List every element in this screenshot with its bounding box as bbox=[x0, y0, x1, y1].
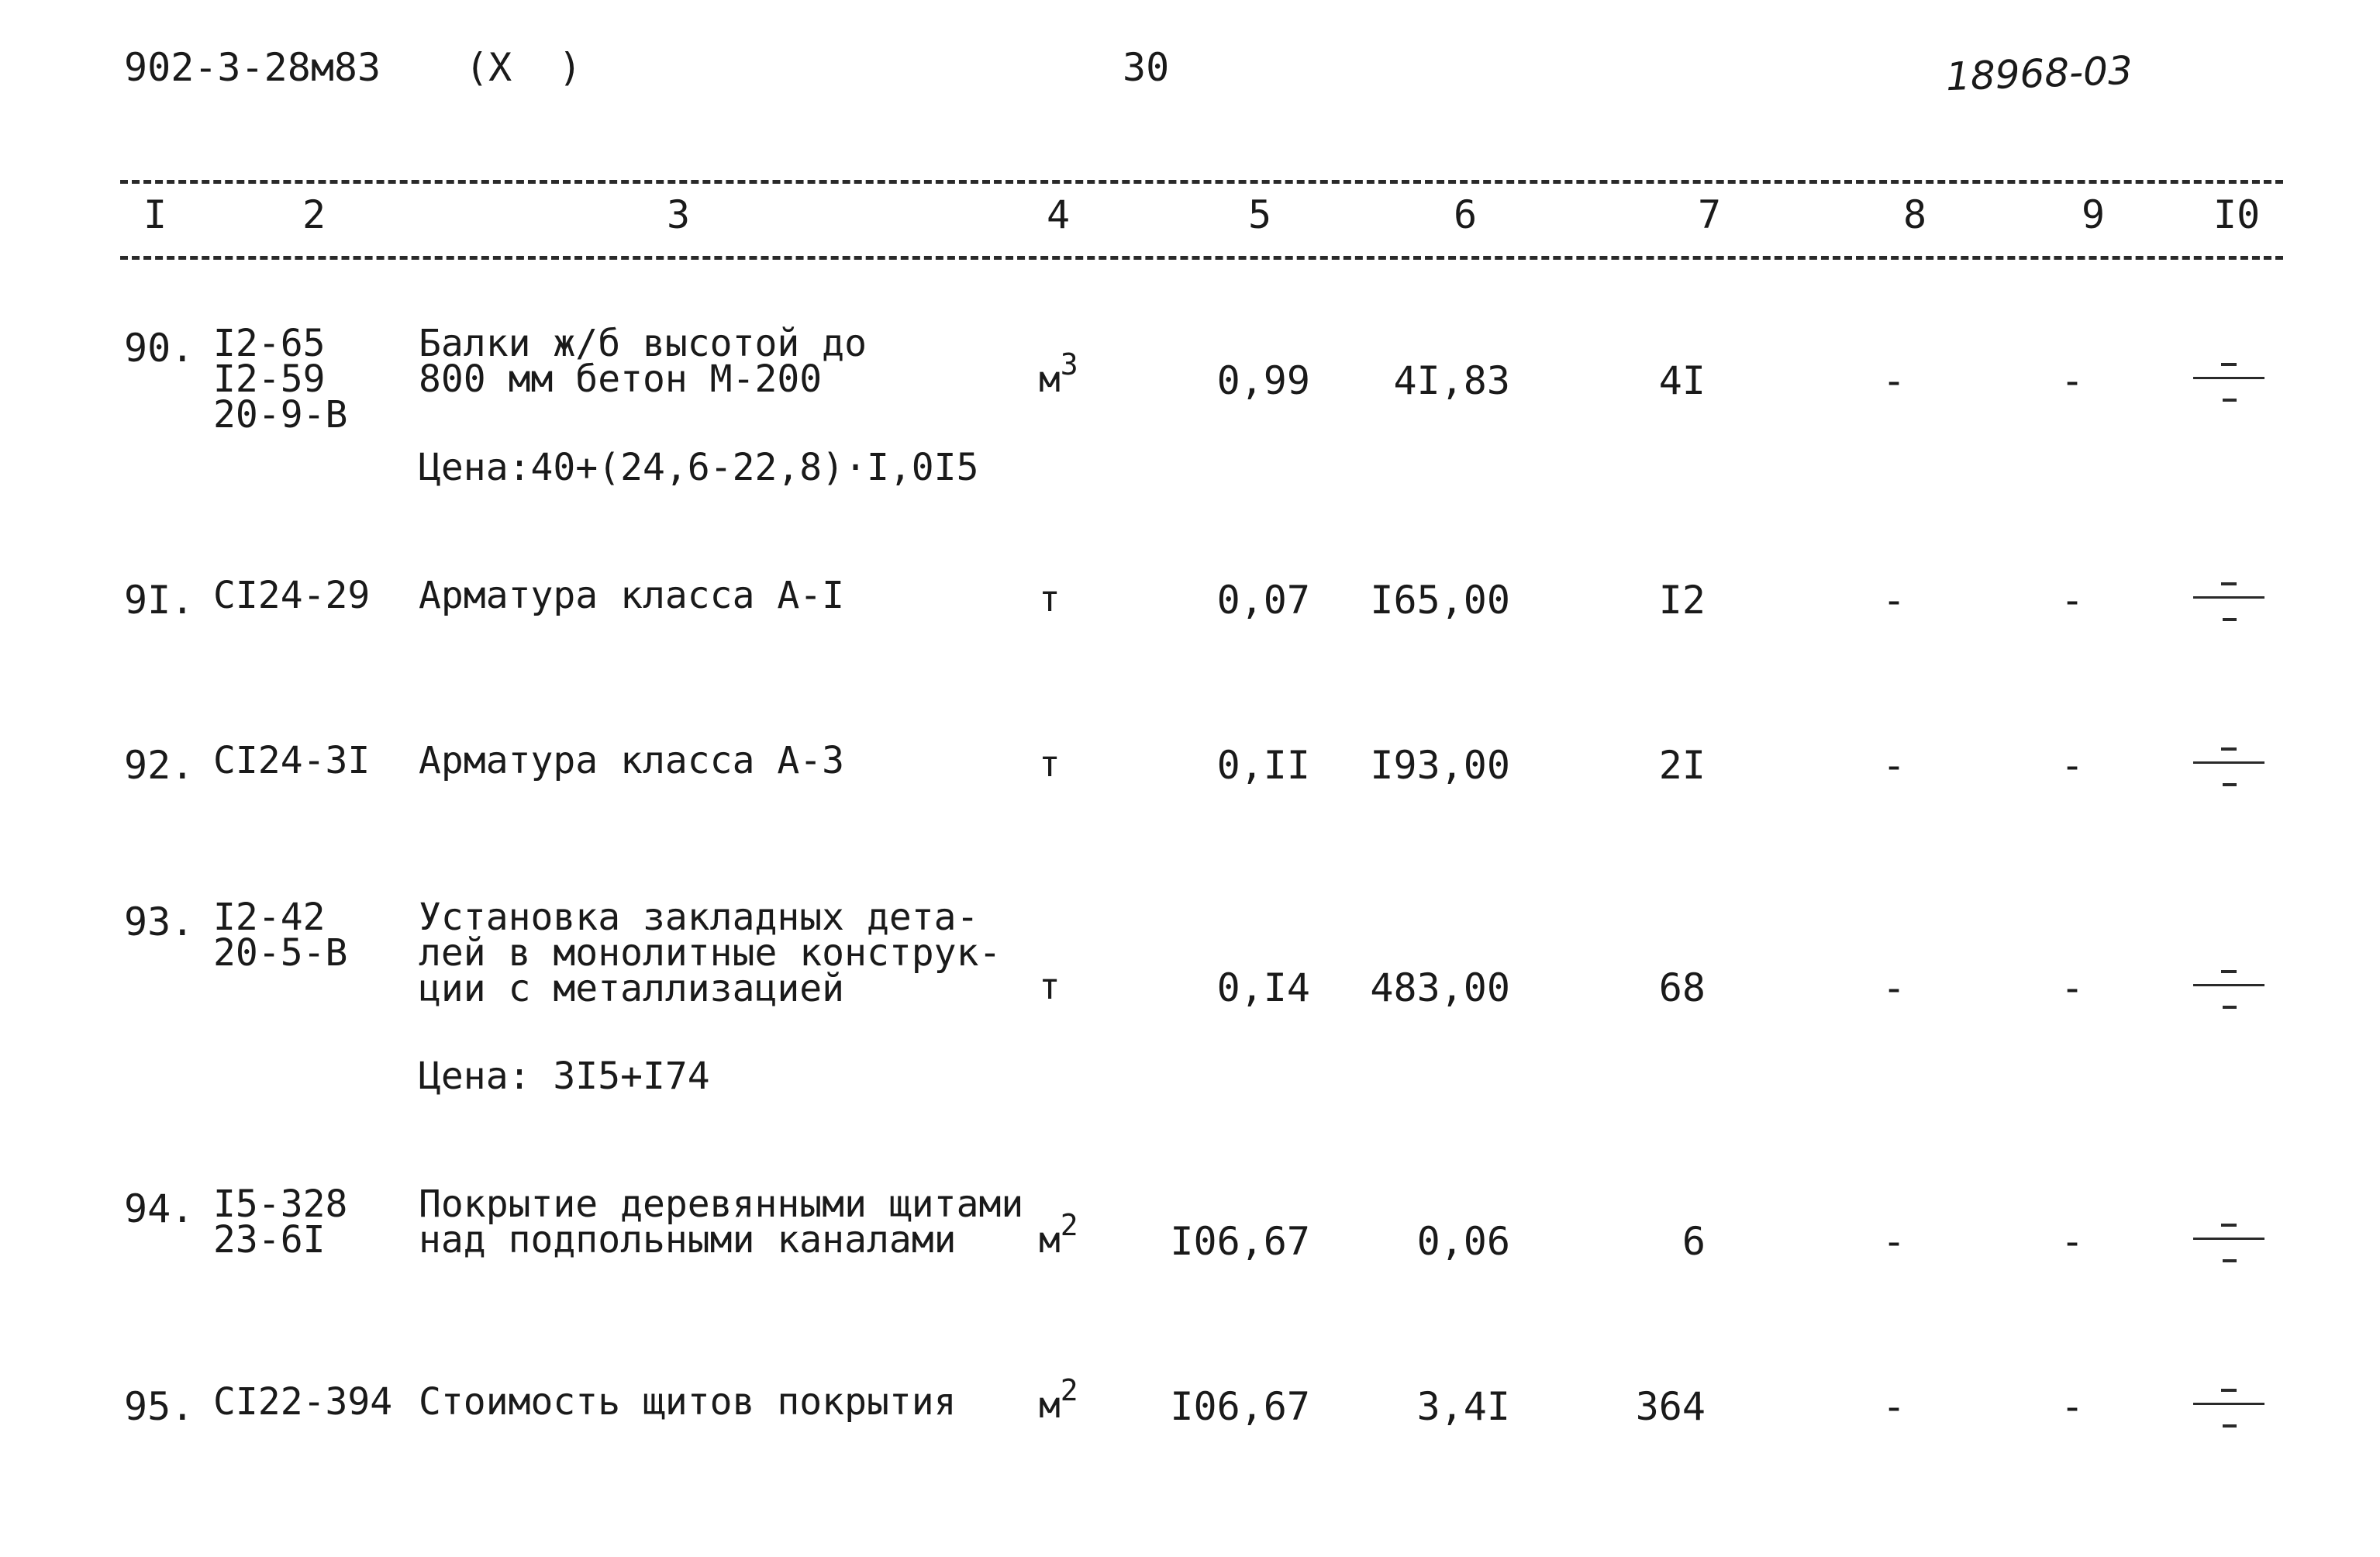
row-price-note: Цена:40+(24,6-22,8)·I,0I5 bbox=[419, 446, 979, 489]
row-name: 800 мм бетон М-200 bbox=[419, 357, 823, 401]
column-header-9: 9 bbox=[2081, 192, 2106, 237]
row-number: 9I. bbox=[124, 578, 195, 623]
dash-stroke bbox=[2223, 1006, 2237, 1009]
dash-stroke bbox=[2193, 1238, 2264, 1240]
dash-stroke bbox=[2193, 761, 2264, 764]
row-code: 20-5-B bbox=[213, 931, 348, 975]
row-total: 2I bbox=[1658, 743, 1706, 788]
row-unit-price: 4I,83 bbox=[1393, 358, 1510, 403]
row-unit bbox=[1039, 578, 1061, 620]
row-number: 93. bbox=[124, 899, 195, 944]
row-number: 90. bbox=[124, 326, 195, 371]
row-unit bbox=[1039, 1373, 1078, 1426]
row-name: Установка закладных дета- bbox=[419, 896, 979, 939]
unit-text: т bbox=[1039, 578, 1061, 620]
row-total: 68 bbox=[1658, 965, 1706, 1010]
row-number: 94. bbox=[124, 1186, 195, 1231]
row-col8: - bbox=[1882, 578, 1906, 623]
row-unit-price: 0,06 bbox=[1416, 1219, 1510, 1264]
row-name: лей в монолитные конструк- bbox=[419, 931, 1002, 975]
row-name: Арматура класса А-I bbox=[419, 574, 845, 617]
row-col10-dash-mark bbox=[2190, 744, 2268, 799]
row-col8: - bbox=[1882, 358, 1906, 403]
row-total: 364 bbox=[1635, 1384, 1706, 1429]
row-code: I2-42 bbox=[213, 896, 326, 939]
column-header-5: 5 bbox=[1247, 192, 1272, 237]
dash-stroke bbox=[2223, 618, 2237, 621]
row-unit-price: I93,00 bbox=[1370, 743, 1510, 788]
dash-stroke bbox=[2221, 747, 2237, 751]
row-name: ции с металлизацией bbox=[419, 967, 845, 1010]
row-code: CI24-29 bbox=[213, 574, 371, 617]
row-total: 6 bbox=[1682, 1219, 1706, 1264]
row-col8: - bbox=[1882, 1384, 1906, 1429]
column-header-8: 8 bbox=[1902, 192, 1927, 237]
row-col9: - bbox=[2061, 743, 2085, 788]
row-total: I2 bbox=[1658, 578, 1706, 623]
dash-stroke bbox=[2221, 1224, 2237, 1227]
unit-text: м bbox=[1039, 1219, 1061, 1261]
row-code: I2-59 bbox=[213, 357, 326, 401]
document-code: 902-3-28м83 bbox=[124, 45, 381, 90]
unit-text: м bbox=[1039, 358, 1061, 400]
row-code: I2-65 bbox=[213, 322, 326, 365]
dash-stroke bbox=[2221, 1389, 2237, 1392]
row-unit-price: 3,4I bbox=[1416, 1384, 1510, 1429]
row-col8: - bbox=[1882, 1219, 1906, 1264]
column-header-2: 2 bbox=[302, 192, 326, 237]
row-quantity: 0,99 bbox=[1216, 358, 1310, 403]
row-col10-dash-mark bbox=[2190, 360, 2268, 414]
column-header-7: 7 bbox=[1697, 192, 1722, 237]
unit-text: т bbox=[1039, 743, 1061, 785]
page-number: 30 bbox=[1123, 45, 1170, 90]
column-header-1: I bbox=[143, 192, 167, 237]
row-unit bbox=[1039, 347, 1078, 400]
row-unit-price: I65,00 bbox=[1370, 578, 1510, 623]
row-total: 4I bbox=[1658, 358, 1706, 403]
dash-stroke bbox=[2193, 984, 2264, 986]
row-name: над подпольными каналами bbox=[419, 1218, 957, 1262]
row-name: Балки ж/б высотой до bbox=[419, 322, 867, 365]
row-unit bbox=[1039, 965, 1061, 1007]
dash-stroke bbox=[2221, 363, 2237, 366]
column-header-6: 6 bbox=[1453, 192, 1478, 237]
row-unit bbox=[1039, 1208, 1078, 1261]
column-header-3: 3 bbox=[666, 192, 691, 237]
row-code: I5-328 bbox=[213, 1182, 348, 1226]
row-col10-dash-mark bbox=[2190, 1386, 2268, 1440]
row-quantity: I06,67 bbox=[1170, 1219, 1310, 1264]
unit-exponent: 3 bbox=[1060, 347, 1078, 381]
dash-stroke bbox=[2193, 1403, 2264, 1405]
row-col10-dash-mark bbox=[2190, 1220, 2268, 1275]
row-col9: - bbox=[2061, 578, 2085, 623]
row-quantity: 0,07 bbox=[1216, 578, 1310, 623]
row-col8: - bbox=[1882, 743, 1906, 788]
row-col10-dash-mark bbox=[2190, 967, 2268, 1021]
handwritten-stamp: 18968-03 bbox=[1945, 47, 2133, 100]
dash-stroke bbox=[2223, 783, 2237, 786]
header-top-rule bbox=[120, 180, 2283, 184]
row-quantity: I06,67 bbox=[1170, 1384, 1310, 1429]
row-unit bbox=[1039, 743, 1061, 785]
row-col8: - bbox=[1882, 965, 1906, 1010]
dash-stroke bbox=[2223, 1424, 2237, 1428]
row-unit-price: 483,00 bbox=[1370, 965, 1510, 1010]
row-price-note: Цена: 3I5+I74 bbox=[419, 1055, 710, 1098]
dash-stroke bbox=[2223, 399, 2237, 402]
dash-stroke bbox=[2221, 970, 2237, 973]
row-col9: - bbox=[2061, 1219, 2085, 1264]
unit-text: м bbox=[1039, 1384, 1061, 1426]
dash-stroke bbox=[2223, 1259, 2237, 1262]
document-mark: (X ) bbox=[465, 45, 582, 90]
row-col10-dash-mark bbox=[2190, 579, 2268, 634]
column-header-10: I0 bbox=[2213, 192, 2261, 237]
row-name: Покрытие деревянными щитами bbox=[419, 1182, 1024, 1226]
row-quantity: 0,I4 bbox=[1216, 965, 1310, 1010]
row-code: CI22-394 bbox=[213, 1380, 393, 1424]
dash-stroke bbox=[2193, 377, 2264, 379]
row-number: 95. bbox=[124, 1384, 195, 1429]
dash-stroke bbox=[2221, 582, 2237, 585]
row-code: 20-9-B bbox=[213, 393, 348, 437]
row-col9: - bbox=[2061, 965, 2085, 1010]
row-quantity: 0,II bbox=[1216, 743, 1310, 788]
unit-text: т bbox=[1039, 965, 1061, 1007]
row-col9: - bbox=[2061, 1384, 2085, 1429]
row-code: CI24-3I bbox=[213, 739, 371, 782]
header-bottom-rule bbox=[120, 256, 2283, 260]
unit-exponent: 2 bbox=[1060, 1373, 1078, 1407]
dash-stroke bbox=[2193, 596, 2264, 599]
row-name: Арматура класса А-3 bbox=[419, 739, 845, 782]
unit-exponent: 2 bbox=[1060, 1208, 1078, 1242]
row-col9: - bbox=[2061, 358, 2085, 403]
row-number: 92. bbox=[124, 743, 195, 788]
row-code: 23-6I bbox=[213, 1218, 326, 1262]
column-header-4: 4 bbox=[1046, 192, 1071, 237]
row-name: Стоимость щитов покрытия bbox=[419, 1380, 957, 1424]
